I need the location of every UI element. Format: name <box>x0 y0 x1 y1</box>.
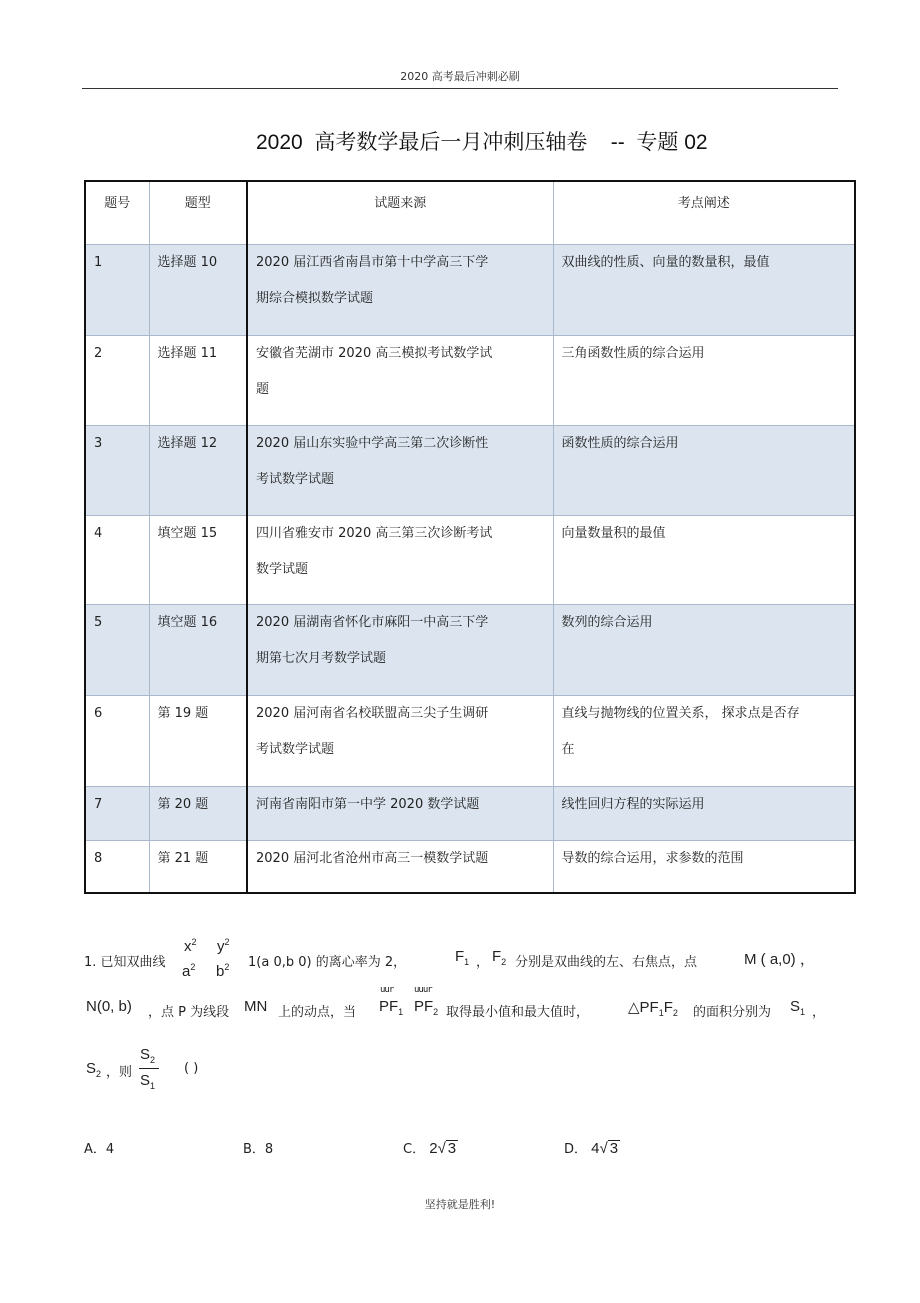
var-S: S <box>790 998 801 1015</box>
row-source <box>247 516 553 605</box>
question-text: 取得最小值和最大值时， <box>446 1005 590 1020</box>
question-condition: 1(a 0,b 0) 的离心率为 2， <box>248 955 407 970</box>
table-row <box>85 245 855 336</box>
sub: 2 <box>96 1069 102 1079</box>
vector-arrow: uur <box>380 985 394 995</box>
var-a: a <box>182 963 191 980</box>
row-topic: 函数性质的综合运用 <box>553 426 855 516</box>
col-header-source: 试题来源 <box>247 181 553 245</box>
row-topic-line: 在 <box>561 742 575 757</box>
row-type: 选择题 12 <box>149 426 247 516</box>
question-text: ，则 <box>106 1065 133 1080</box>
row-source-line: 2020 届江西省南昌市第十中学高三下学 <box>256 255 489 270</box>
row-source: 2020 届河北省沧州市高三一模数学试题 <box>247 841 553 893</box>
row-topic <box>553 696 855 787</box>
var-F: F <box>492 948 502 965</box>
col-header-topic: 考点阐述 <box>553 181 855 245</box>
choice-a: A．4 <box>84 1142 115 1157</box>
var-PF: PF <box>379 998 399 1015</box>
table-row <box>85 516 855 605</box>
answer-paren: ( ) <box>184 1061 199 1076</box>
row-source <box>247 336 553 426</box>
row-source-line: 期综合模拟数学试题 <box>256 291 374 306</box>
choice-label: C． <box>403 1142 426 1157</box>
triangle-pf1f2 <box>628 998 678 1018</box>
exp: 2 <box>190 962 196 972</box>
choice-b: B．8 <box>243 1142 274 1157</box>
col-header-type: 题型 <box>149 181 247 245</box>
row-type: 第 21 题 <box>149 841 247 893</box>
header-divider <box>82 88 838 89</box>
focus-f2 <box>492 948 506 967</box>
table-row <box>85 336 855 426</box>
topic-table <box>84 180 856 894</box>
sub: 1 <box>658 1008 664 1018</box>
question-text: ，点 P 为线段 <box>148 1005 230 1020</box>
table-row <box>85 605 855 696</box>
sub: 1 <box>398 1007 404 1017</box>
radicand: 3 <box>609 1140 619 1157</box>
row-num: 6 <box>85 696 149 787</box>
row-source <box>247 245 553 336</box>
page-title: 2020 高考数学最后一月冲刺压轴卷 -- 专题 02 <box>256 131 708 154</box>
area-s1 <box>790 998 805 1017</box>
question-text: 分别是双曲线的左、右焦点，点 <box>515 955 698 970</box>
segment-mn: MN <box>244 998 268 1015</box>
row-source-line: 期第七次月考数学试题 <box>256 651 387 666</box>
row-topic: 导数的综合运用，求参数的范围 <box>553 841 855 893</box>
table-row <box>85 696 855 787</box>
frac-x2 <box>184 937 197 955</box>
row-num: 3 <box>85 426 149 516</box>
row-source-line: 题 <box>256 382 270 397</box>
row-source <box>247 426 553 516</box>
var-S: S <box>140 1072 151 1089</box>
var-F: F <box>663 999 673 1016</box>
var-y: y <box>217 938 225 955</box>
row-num: 7 <box>85 787 149 841</box>
frac-y2 <box>217 937 230 955</box>
question-text: 的面积分别为 <box>693 1005 772 1020</box>
row-source: 河南省南阳市第一中学 2020 数学试题 <box>247 787 553 841</box>
point-m: M ( a,0) ， <box>744 951 815 968</box>
row-type: 填空题 15 <box>149 516 247 605</box>
row-num: 4 <box>85 516 149 605</box>
table-row <box>85 787 855 841</box>
row-type: 选择题 10 <box>149 245 247 336</box>
row-type: 第 19 题 <box>149 696 247 787</box>
sub: 2 <box>672 1008 678 1018</box>
choice-label: D． <box>564 1142 588 1157</box>
row-type: 填空题 16 <box>149 605 247 696</box>
row-topic: 向量数量积的最值 <box>553 516 855 605</box>
table-row <box>85 841 855 893</box>
row-topic-line: 直线与抛物线的位置关系， 探求点是否存 <box>561 706 800 721</box>
comma: ， <box>812 1005 826 1020</box>
comma: ， <box>476 955 490 970</box>
var-S: S <box>140 1046 151 1063</box>
exp: 2 <box>224 962 230 972</box>
radical-sign: √ <box>437 1140 446 1157</box>
row-topic: 数列的综合运用 <box>553 605 855 696</box>
frac-b2 <box>216 962 229 980</box>
var-b: b <box>216 963 225 980</box>
row-source-line: 四川省雅安市 2020 高三第三次诊断考试 <box>256 526 493 541</box>
row-source-line: 考试数学试题 <box>256 742 335 757</box>
col-header-num: 题号 <box>85 181 149 245</box>
area-s2 <box>86 1060 101 1079</box>
page-footer: 坚持就是胜利! <box>424 1198 496 1211</box>
focus-f1 <box>455 948 469 967</box>
tri: △PF <box>628 999 659 1016</box>
table-row <box>85 426 855 516</box>
exp: 2 <box>224 937 230 947</box>
sub: 2 <box>150 1055 156 1065</box>
choice-d <box>564 1138 620 1157</box>
row-topic: 线性回归方程的实际运用 <box>553 787 855 841</box>
sub: 1 <box>800 1007 806 1017</box>
exp: 2 <box>191 937 197 947</box>
var-PF: PF <box>414 998 434 1015</box>
sub: 2 <box>433 1007 439 1017</box>
row-source-line: 2020 届湖南省怀化市麻阳一中高三下学 <box>256 615 489 630</box>
row-source-line: 2020 届山东实验中学高三第二次诊断性 <box>256 436 489 451</box>
row-source-line: 2020 届河南省名校联盟高三尖子生调研 <box>256 706 489 721</box>
vector-pf2 <box>414 998 438 1017</box>
row-type: 第 20 题 <box>149 787 247 841</box>
row-source-line: 考试数学试题 <box>256 472 335 487</box>
sub: 1 <box>464 957 470 967</box>
row-num: 5 <box>85 605 149 696</box>
question-prefix: 1. 已知双曲线 <box>84 955 166 970</box>
var-F: F <box>455 948 465 965</box>
coef: 4 <box>591 1140 600 1157</box>
coef: 2 <box>429 1140 438 1157</box>
row-num: 2 <box>85 336 149 426</box>
fraction-bar <box>139 1068 159 1069</box>
row-topic: 双曲线的性质、向量的数量积，最值 <box>553 245 855 336</box>
row-source-line: 数学试题 <box>256 562 309 577</box>
ratio-den <box>140 1072 155 1091</box>
vector-pf1 <box>379 998 403 1017</box>
table-header-row <box>85 181 855 245</box>
radicand: 3 <box>447 1140 457 1157</box>
row-type: 选择题 11 <box>149 336 247 426</box>
running-header: 2020 高考最后冲刺必刷 <box>400 70 520 83</box>
row-source <box>247 605 553 696</box>
question-text: 上的动点，当 <box>278 1005 357 1020</box>
radical-sign: √ <box>599 1140 608 1157</box>
var-S: S <box>86 1060 97 1077</box>
row-num: 8 <box>85 841 149 893</box>
ratio-num <box>140 1046 155 1065</box>
vector-arrow: uuur <box>414 985 432 995</box>
sub: 1 <box>150 1081 156 1091</box>
var-x: x <box>184 938 192 955</box>
row-source <box>247 696 553 787</box>
point-n: N(0, b) <box>86 998 132 1015</box>
row-topic: 三角函数性质的综合运用 <box>553 336 855 426</box>
frac-a2 <box>182 962 195 980</box>
choice-c <box>403 1138 458 1157</box>
row-num: 1 <box>85 245 149 336</box>
sub: 2 <box>501 957 507 967</box>
row-source-line: 安徽省芜湖市 2020 高三模拟考试数学试 <box>256 346 493 361</box>
